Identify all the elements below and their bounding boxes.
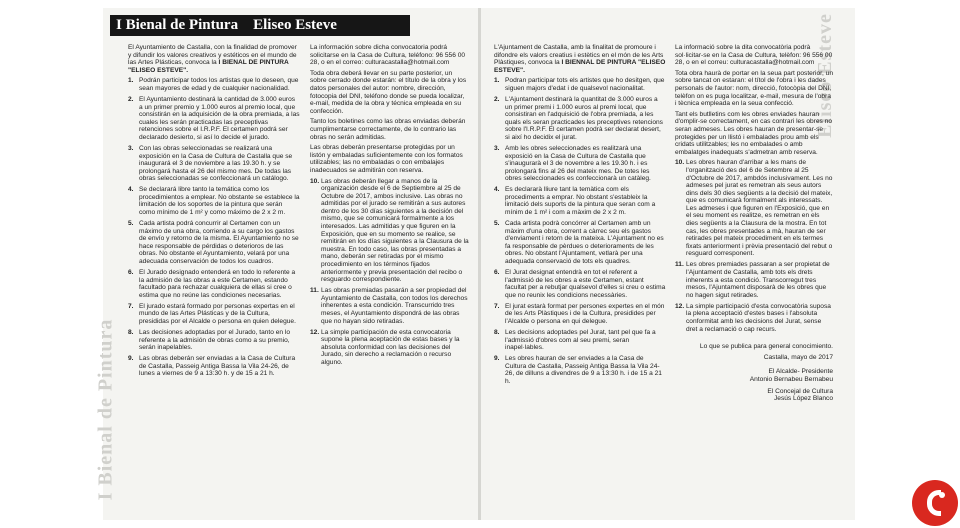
rule-number: 5. — [494, 220, 500, 228]
rule-number: 8. — [494, 328, 500, 336]
rule-text: El Jurado designado entenderá en todo lo referente a la admisión de las obras a este Certamen, estando facultado para rechazar cualquiera de ellas si cree o estima que no reúne las condiciones necesarias. — [139, 268, 296, 299]
info-paragraph: Tant els butlletins com les obres enviades hauran d'omplir-se correctament, en cas contrari les obres no seran admeses. Les obres hauran de presentar-se protegides per un llistó i embalades prou amb els cridats utilitzables; les no embalades o amb embalatges inadequats s'admetran amb reserva. — [675, 110, 833, 156]
rule-item — [494, 145, 666, 183]
rule-item — [310, 178, 470, 284]
rule-text: Cada artista podrá concurrir al Certamen con un máximo de una obra, corriendo a su cargo los gastos de envío y retorno de la misma. El Ayuntamiento no se hace responsable de pérdidas o deterioros de las obras. No obstante el Ayuntamiento, velará por una adecuada conservación de todos los cuadros. — [139, 220, 299, 265]
rule-number: 7. — [128, 302, 134, 310]
rule-item — [128, 329, 300, 352]
rule-text: Las obras deberán llegar a manos de la organización desde el 6 de Septiembre al 25 de Octubre de 2017, ambos inclusive. Las obras no admitidas por el jurado se remitirán a sus autores dentro de los 30 días siguientes a la decisión del mismo, que se comunicará formalmente a los interesados. Las admitidas y que figuren en la Exposición, que en su momento se realice, se remitirán en los días siguientes a la Clausura de la muestra. En todo caso, las obras presentadas a mano, deberán ser retiradas por el mismo procedimiento en los términos fijados anteriormente y previa presentación del recibo o resguardo correspondiente. — [321, 177, 469, 284]
rule-number: 11. — [675, 261, 684, 269]
page-title — [110, 15, 410, 36]
closing-publish: Lo que se publica para general conocimiento. — [699, 343, 833, 351]
rule-text: Amb les obres seleccionades es realitzarà una exposició en la Casa de Cultura de Castalla que s'inaugurarà el 3 de novembre a les 19.30 h. i es prolongarà fins al 26 del mateix mes. De totes les obres seleccionades es confeccionarà un catàleg. — [505, 144, 651, 183]
rule-number: 11. — [310, 287, 319, 295]
rule-text: Las obras premiadas pasarán a ser propiedad del Ayuntamiento de Castalla, con todos los derechos inherentes a esta condición. Transcurrido tres meses, el Ayuntamiento dispondrá de las obras que no hayan sido retiradas. — [321, 287, 468, 325]
mayor-name: Antonio Bernabeu Bernabeu — [749, 375, 833, 383]
rule-item — [494, 355, 666, 385]
councillor-name: Jesús López Blanco — [773, 395, 833, 403]
va-column-1 — [494, 44, 666, 389]
rule-item — [310, 329, 470, 367]
logo-dot — [939, 492, 945, 498]
info-paragraph: Tota obra haurà de portar en la seua part posterior, un sobre tancat on estaran: el títol de l'obra i les dades personals de l'autor: nom, direcció, fotocòpia del DNI, telèfon on es puga localitzar, e-mail, mesura de l'obra i tècnica empleada en la seua confecció. — [675, 69, 833, 108]
rule-item — [494, 329, 666, 352]
rule-text: Cada artista podrà concórrer al Certamen amb un màxim d'una obra, corrent a càrrec seu els gastos d'enviament i retorn de la mateixa. L'Ajuntament no es fa responsable de pèrdues o deterioraments de les obres. No obstant l'Ajuntament, vetlarà per una adequada conservació de tots els quadres. — [505, 220, 664, 265]
rule-item — [494, 186, 666, 216]
rule-text: Con las obras seleccionadas se realizará una exposición en la Casa de Cultura de Castalla que se inaugurará el 3 de noviembre a las 19.30 h. y se prolongará hasta el 26 del mismo mes. De todas las obras seleccionadas se confeccionará un catálogo. — [139, 144, 293, 183]
rule-item — [128, 303, 300, 326]
info-paragraph: Toda obra deberá llevar en su parte posterior, un sobre cerrado donde estarán: el título de la obra y los datos personales del autor: nombre, dirección, fotocopia del DNI, teléfono donde se pueda localizar, e-mail, medida de la obra y técnica empleada en su confección. — [310, 69, 467, 115]
rule-number: 6. — [128, 268, 134, 276]
rule-number: 1. — [494, 77, 500, 85]
rule-text: El jurado estará formado por personas expertas en el mundo de las Artes Plásticas y de la Cultura, presididas por el Alcalde o persona en quien delegue. — [139, 302, 296, 325]
rule-number: 3. — [494, 144, 500, 152]
vertical-title-right: Eliseo Esteve — [813, 13, 836, 138]
es-column-2 — [310, 44, 470, 370]
rule-number: 3. — [128, 144, 134, 152]
rule-item — [675, 159, 833, 258]
vertical-title-left: I Bienal de Pintura — [94, 318, 117, 501]
rule-number: 12. — [675, 302, 685, 310]
rule-item — [675, 261, 833, 299]
mayor-title: El Alcalde- Presidente — [768, 368, 833, 376]
rule-number: 6. — [494, 268, 500, 276]
rule-text: Se declarará libre tanto la temática como los procedimientos a emplear. No obstante se establece la limitación de los soportes de la pintura que serán como mínimo de 1 m² y como máximo de 2 x 2 m. — [139, 186, 300, 217]
info-paragraph: La información sobre dicha convocatoria podrá solicitarse en la Casa de Cultura, teléfono: 96 556 00 28, o en el correo: culturacastalla@hotmail.com — [310, 44, 466, 67]
title-part1: I Bienal de Pintura — [116, 17, 239, 33]
rule-item — [128, 96, 300, 142]
rule-number: 1. — [128, 77, 134, 85]
rule-item — [128, 269, 300, 299]
councillor-title: El Concejal de Cultura — [767, 387, 833, 395]
page-fold — [478, 8, 481, 520]
rule-text: Podran participar tots els artistes que ho desitgen, que siguen majors d'edat i de qualsevol nacionalitat. — [505, 77, 665, 92]
rule-item — [494, 96, 666, 142]
rule-number: 4. — [494, 186, 500, 194]
rule-text: L'Ajuntament destinarà la quantitat de 3.000 euros a un primer premi i 1.000 euros al premi local, que consistiran en l'adquisició de l'obra premiada, a les quals els seran practicades les preceptives retencions sobre l'I.R.P.F. El certamen podrà ser declarat desert, si així ho decidix el jurat. — [505, 95, 663, 141]
rule-text: Podrán participar todos los artistas que lo deseen, que sean mayores de edad y de cualquier nacionalidad. — [139, 77, 299, 92]
rule-item — [128, 186, 300, 216]
rule-number: 9. — [494, 355, 500, 363]
rule-item — [494, 77, 666, 92]
rule-item — [128, 77, 300, 92]
rule-number: 10. — [310, 177, 320, 185]
rule-item — [128, 145, 300, 183]
info-paragraph: Las obras deberán presentarse protegidas por un listón y embaladas suficientemente con los formatos utilizables; las no embaladas o con embalajes inadecuados se admitirán con reserva. — [310, 144, 463, 174]
rule-number: 9. — [128, 355, 134, 363]
va-column-2 — [675, 44, 833, 403]
rule-text: La simple participació d'esta convocatòria suposa la plena acceptació d'estes bases i l'absoluta conformitat amb les decisions del Jurat, sense dret a reclamació o cap recurs. — [686, 302, 831, 333]
newspaper-page — [94, 8, 855, 520]
rule-item — [128, 355, 300, 378]
rule-number: 4. — [128, 186, 134, 194]
rule-text: El Jurat designat entendrà en tot el referent a l'admissió de les obres a este Certamen, estant facultat per a rebutjar qualsevol d'elles si creu o estima que no reunix les condicions necessàries. — [505, 268, 666, 299]
title-part2: Eliseo Esteve — [253, 17, 337, 33]
rule-text: Les decisions adoptades pel Jurat, tant pel que fa a l'admissió d'obres com al seu premi, seran inapel·lables. — [505, 328, 656, 352]
rule-number: 2. — [128, 95, 134, 103]
publisher-logo — [912, 480, 958, 526]
rule-item — [494, 220, 666, 266]
closing-place-date: Castalla, mayo de 2017 — [763, 353, 833, 361]
rule-text: La simple participación de esta convocatoria supone la plena aceptación de estas bases y la absoluta conformidad con las decisiones del Jurado, sin derecho a reclamación o recurso alguno. — [321, 328, 460, 366]
rule-text: Les obres premiades passaran a ser propietat de l'Ajuntament de Castalla, amb tots els drets inherents a esta condició. Transcorregut tres mesos, l'Ajuntament disposarà de les obres que no hagen sigut retirades. — [686, 261, 830, 299]
rule-text: Les obres hauran de ser enviades a la Casa de Cultura de Castalla, Passeig Antiga Bassa la Vila 24-26, de dilluns a divendres de 9 a 13:30 h. i de 15 a 21 h. — [505, 355, 662, 385]
info-paragraph: Tanto los boletines como las obras enviadas deberán cumplimentarse correctamente, de lo contrario las obras no serán admitidas. — [310, 118, 466, 141]
rule-text: Les obres hauran d'arribar a les mans de l'organització des del 6 de Setembre al 25 d'Octubre de 2017, ambdós inclusivament. Les no admeses pel jurat es remetran als seus autors dins dels 30 dies següents a la decisió del mateix, que es comunicarà formalment als interessats. Les admeses i que figuren en l'Exposició, que en el seu moment es realitze, es remetran en els dies següents a la Clausura de la mostra. En tot cas, les obres presentades a mà, hauran de ser retirades pel mateix procediment en els termes fixats anteriorment i prèvia presentació del rebut o resguard corresponent. — [686, 159, 833, 258]
closing-block — [675, 343, 833, 403]
rule-number: 12. — [310, 328, 320, 336]
rule-text: Las obras deberán ser enviadas a la Casa de Cultura de Castalla, Passeig Antiga Bassa la Vila 24-26, de lunes a viernes de 9 a 13:30 h. y de 15 a 21 h. — [139, 355, 296, 378]
rule-number: 10. — [675, 159, 685, 167]
rule-number: 8. — [128, 328, 134, 336]
es-column-1 — [128, 44, 300, 381]
rule-item — [675, 303, 833, 333]
rule-text: El Ayuntamiento destinará la cantidad de 3.000 euros a un primer premio y 1.000 euros al premio local, que consistirán en la adquisición de la obra premiada, a las cuales les serán practicadas las preceptivas retenciones sobre el I.R.P.F. El certamen podrá ser declarado desierto, si así lo decide el jurado. — [139, 95, 300, 141]
rule-text: El jurat estarà format per persones expertes en el món de les Arts Plàstiques i de la Cultura, presidides per l'Alcalde o persona en qui delegue. — [505, 302, 665, 325]
va-intro: L'Ajuntament de Castalla, amb la finalitat de promoure i difondre els valors creatius i estètics en el món de les Arts Plàstiques, convoca la I BIENNAL DE PINTURA "ELISEO ESTEVE". — [494, 44, 666, 74]
es-intro: El Ayuntamiento de Castalla, con la finalidad de promover y difundir los valores creativos y estéticos en el mundo de las Artes Plásticas, convoca la I BIENAL DE PINTURA "ELISEO ESTEVE". — [128, 44, 297, 74]
rule-item — [494, 303, 666, 326]
rule-item — [310, 287, 470, 325]
rule-item — [494, 269, 666, 299]
rule-text: Es declararà lliure tant la temàtica com els procediments a emprar. No obstant s'estableix la limitació dels suports de la pintura que seran com a mínim de 1 m² i com a màxim de 2 x 2 m. — [505, 186, 656, 217]
rule-item — [128, 220, 300, 266]
rule-number: 5. — [128, 220, 134, 228]
rule-number: 7. — [494, 302, 500, 310]
info-paragraph: La informació sobre la dita convocatòria podrà sol·licitar-se en la Casa de Cultura, telèfon: 96 556 00 28, o en el correu: culturacastalla@hotmail.com — [675, 44, 833, 67]
rule-number: 2. — [494, 95, 500, 103]
rule-text: Las decisiones adoptadas por el Jurado, tanto en lo referente a la admisión de obras como a su premio, serán inapelables. — [139, 328, 291, 352]
